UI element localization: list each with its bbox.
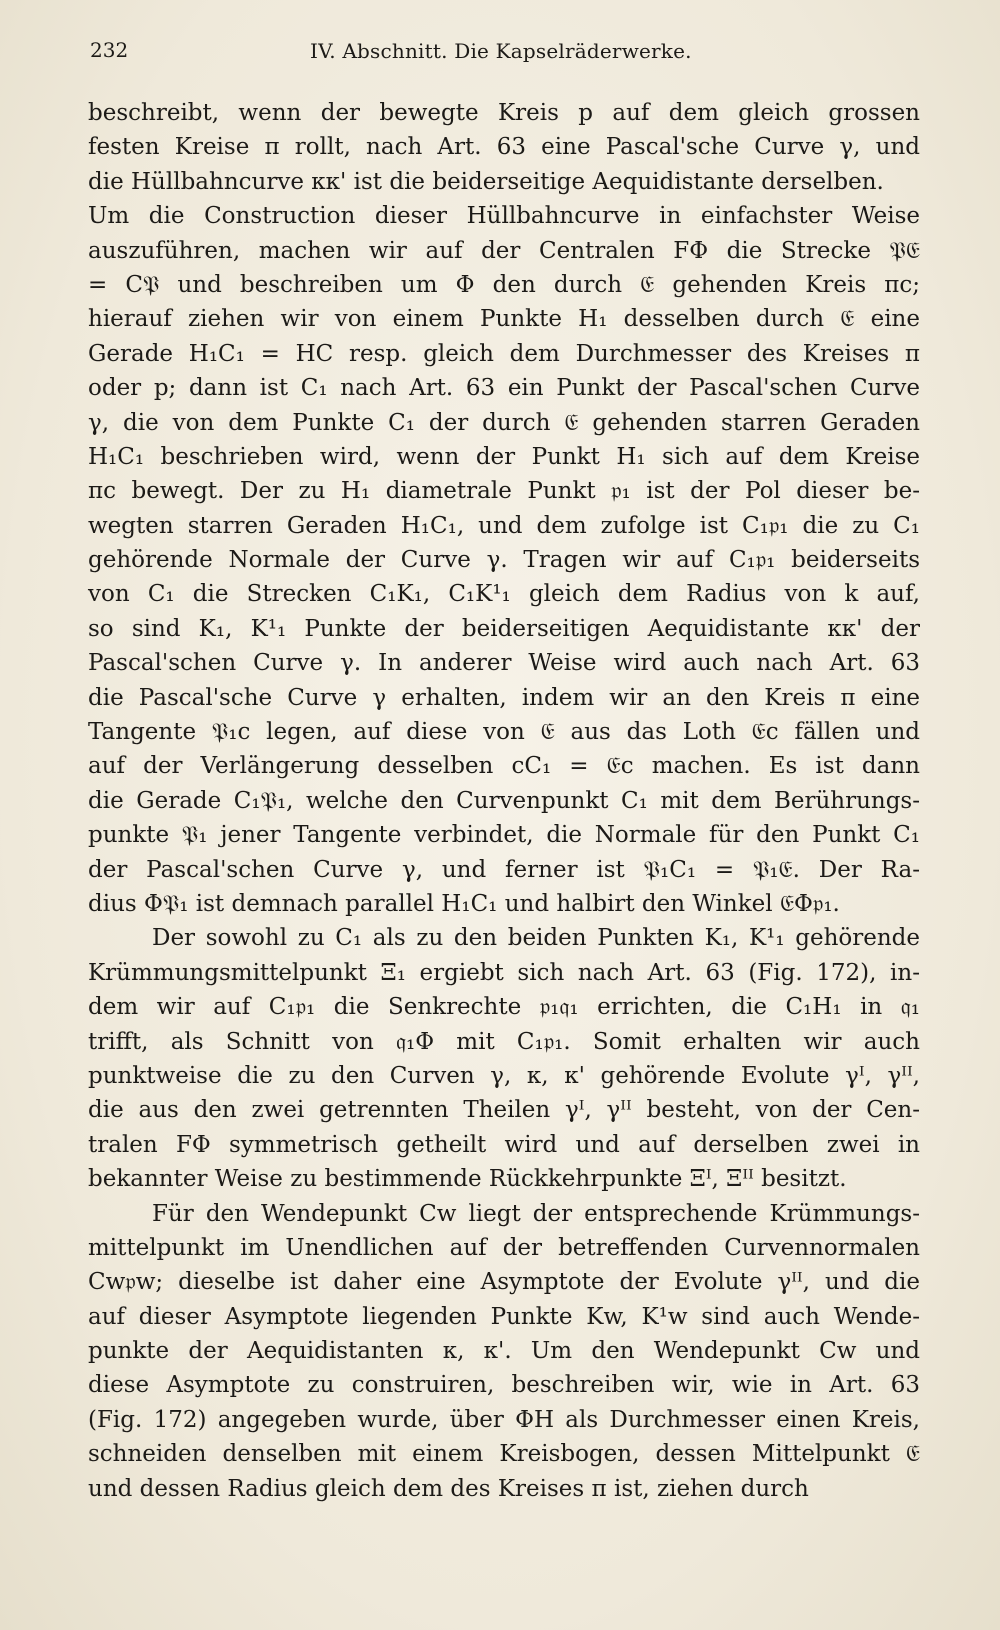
text-line: γ, die von dem Punkte C₁ der durch 𝔈 gehenden starren Geraden [88, 409, 920, 436]
text-line: mittelpunkt im Unendlichen auf der betreffenden Curvennormalen [88, 1234, 920, 1261]
text-line: trifft, als Schnitt von 𝔮₁Φ mit C₁𝔭₁. Somit erhalten wir auch [88, 1028, 920, 1055]
page-number: 232 [90, 38, 129, 62]
text-line: auf der Verlängerung desselben cC₁ = 𝔈c machen. Es ist dann [88, 753, 920, 780]
text-line: punkte 𝔓₁ jener Tangente verbindet, die Normale für den Punkt C₁ [88, 822, 920, 849]
text-line: gehörende Normale der Curve γ. Tragen wir auf C₁𝔭₁ beiderseits [88, 547, 920, 574]
text-line: und dessen Radius gleich dem des Kreises π ist, ziehen durch [88, 1475, 809, 1502]
text-line: Krümmungsmittelpunkt Ξ₁ ergiebt sich nach Art. 63 (Fig. 172), in- [88, 959, 920, 986]
text-line: punktweise die zu den Curven γ, κ, κ' gehörende Evolute γᴵ, γᴵᴵ, [88, 1062, 920, 1089]
text-line: so sind K₁, K¹₁ Punkte der beiderseitigen Aequidistante κκ' der [88, 615, 920, 642]
text-line: diese Asymptote zu construiren, beschreiben wir, wie in Art. 63 [88, 1372, 920, 1399]
body-text [88, 96, 920, 1506]
text-line: dem wir auf C₁𝔭₁ die Senkrechte 𝔭₁𝔮₁ errichten, die C₁H₁ in 𝔮₁ [88, 994, 920, 1021]
text-line: πc bewegt. Der zu H₁ diametrale Punkt 𝔭₁ ist der Pol dieser be- [88, 478, 920, 505]
text-line: wegten starren Geraden H₁C₁, und dem zufolge ist C₁𝔭₁ die zu C₁ [88, 512, 920, 539]
page-header [90, 38, 920, 74]
text-line: Cw𝔭w; dieselbe ist daher eine Asymptote der Evolute γᴵᴵ, und die [88, 1269, 920, 1296]
text-line: auszuführen, machen wir auf der Centralen FΦ die Strecke 𝔓𝔈 [88, 237, 920, 264]
text-line: punkte der Aequidistanten κ, κ'. Um den Wendepunkt Cw und [88, 1338, 920, 1365]
text-line: Pascal'schen Curve γ. In anderer Weise wird auch nach Art. 63 [88, 650, 920, 677]
text-line: die aus den zwei getrennten Theilen γᴵ, γᴵᴵ besteht, von der Cen- [88, 1097, 920, 1124]
text-line: Der sowohl zu C₁ als zu den beiden Punkten K₁, K¹₁ gehörende [152, 925, 920, 952]
text-line: die Gerade C₁𝔓₁, welche den Curvenpunkt C₁ mit dem Berührungs- [88, 787, 920, 814]
text-line: hierauf ziehen wir von einem Punkte H₁ desselben durch 𝔈 eine [88, 306, 920, 333]
text-line: tralen FΦ symmetrisch getheilt wird und auf derselben zwei in [88, 1131, 920, 1158]
text-line: dius Φ𝔓₁ ist demnach parallel H₁C₁ und halbirt den Winkel 𝔈Φ𝔭₁. [88, 890, 840, 917]
text-line: die Hüllbahncurve κκ' ist die beiderseitige Aequidistante derselben. [88, 168, 884, 195]
text-line: Für den Wendepunkt Cw liegt der entsprechende Krümmungs- [152, 1200, 920, 1227]
text-line: Um die Construction dieser Hüllbahncurve in einfachster Weise [88, 203, 920, 230]
running-title: IV. Abschnitt. Die Kapselräderwerke. [310, 39, 692, 63]
text-line: (Fig. 172) angegeben wurde, über ΦH als Durchmesser einen Kreis, [88, 1406, 920, 1433]
text-line: auf dieser Asymptote liegenden Punkte Kw, K¹w sind auch Wende- [88, 1303, 920, 1330]
text-line: schneiden denselben mit einem Kreisbogen, dessen Mittelpunkt 𝔈 [88, 1441, 920, 1468]
text-line: oder p; dann ist C₁ nach Art. 63 ein Punkt der Pascal'schen Curve [88, 375, 920, 402]
text-line: Gerade H₁C₁ = HC resp. gleich dem Durchmesser des Kreises π [88, 340, 920, 367]
text-line: Tangente 𝔓₁c legen, auf diese von 𝔈 aus das Loth 𝔈c fällen und [88, 719, 920, 746]
text-line: die Pascal'sche Curve γ erhalten, indem wir an den Kreis π eine [88, 684, 920, 711]
text-line: von C₁ die Strecken C₁K₁, C₁K¹₁ gleich dem Radius von k auf, [88, 581, 920, 608]
text-line: H₁C₁ beschrieben wird, wenn der Punkt H₁ sich auf dem Kreise [88, 443, 920, 470]
text-line: = C𝔓 und beschreiben um Φ den durch 𝔈 gehenden Kreis πc; [88, 271, 920, 298]
text-line: bekannter Weise zu bestimmende Rückkehrpunkte Ξᴵ, Ξᴵᴵ besitzt. [88, 1166, 847, 1193]
text-line: festen Kreise π rollt, nach Art. 63 eine Pascal'sche Curve γ, und [88, 134, 920, 161]
text-line: beschreibt, wenn der bewegte Kreis p auf dem gleich grossen [88, 100, 920, 126]
text-line: der Pascal'schen Curve γ, und ferner ist 𝔓₁C₁ = 𝔓₁𝔈. Der Ra- [88, 856, 920, 883]
